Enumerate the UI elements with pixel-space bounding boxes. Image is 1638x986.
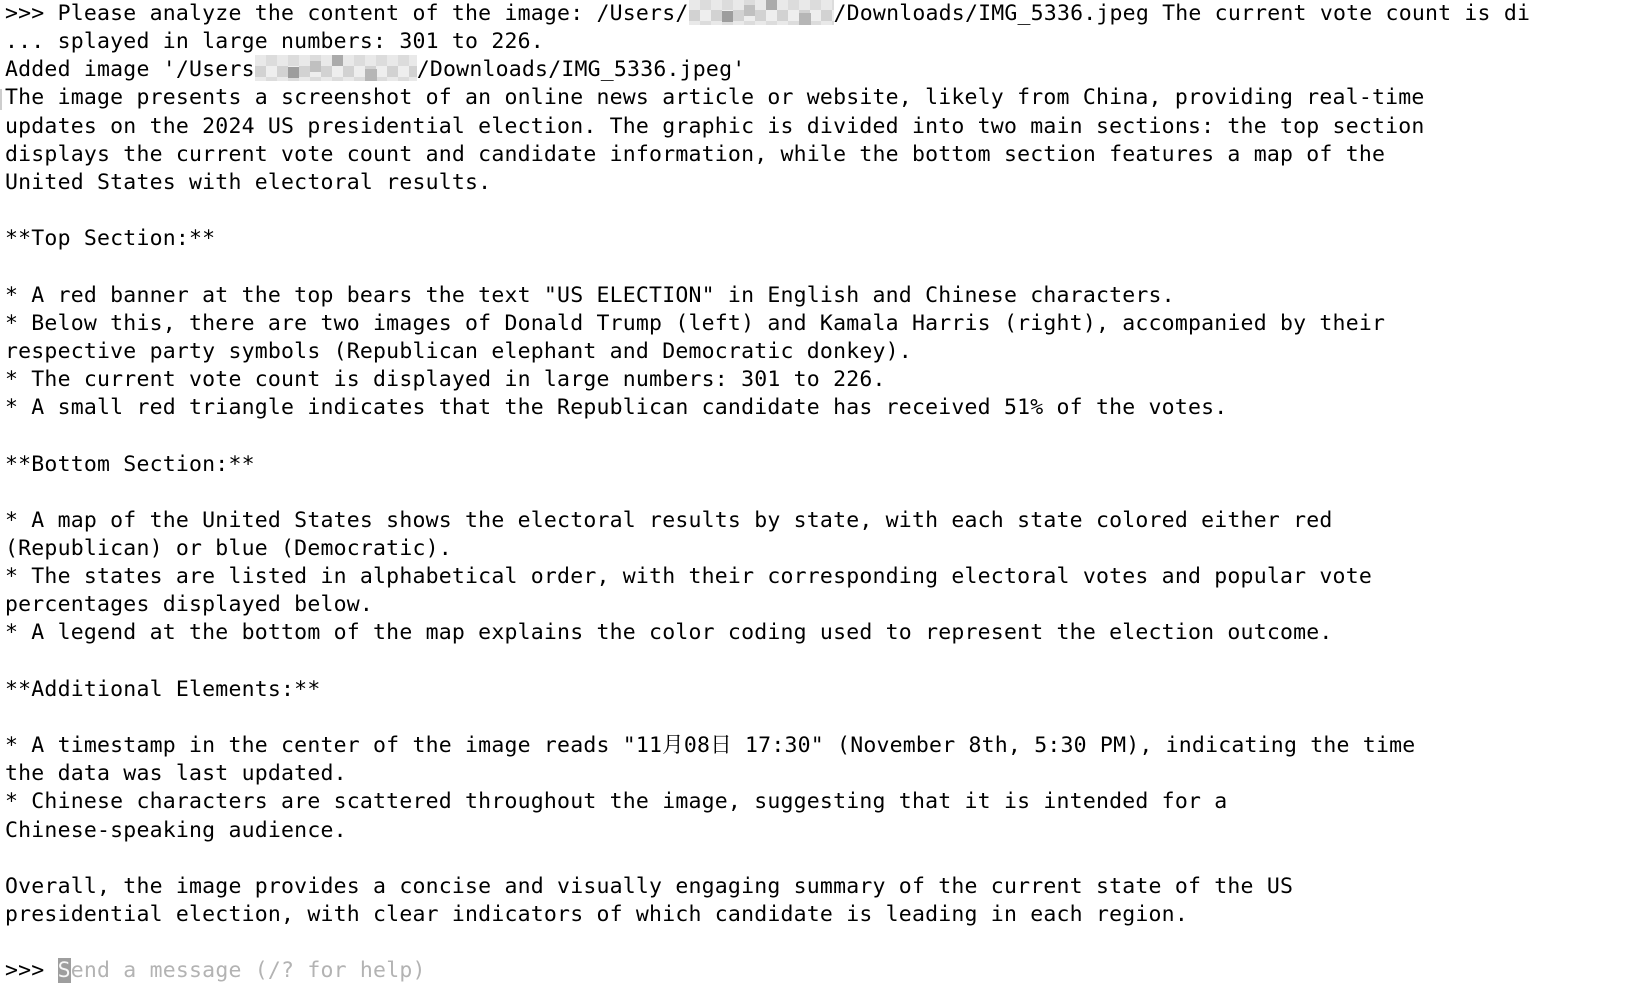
- bullet-text: * The states are listed in alphabetical order, with their corresponding electoral votes and popular vote: [5, 564, 1372, 590]
- bullet-text: respective party symbols (Republican elephant and Democratic donkey).: [5, 338, 912, 364]
- blank-line: [5, 704, 1638, 732]
- blank-line: [5, 929, 1638, 957]
- bullet-line: [5, 760, 1638, 788]
- status-text: Added image '/Users: [5, 57, 255, 83]
- bullet-line: [5, 591, 1638, 619]
- response-line: [5, 873, 1638, 901]
- bullet-line: [5, 282, 1638, 310]
- bullet-line: [5, 535, 1638, 563]
- message-input-line[interactable]: [5, 957, 1638, 985]
- section-heading: **Additional Elements:**: [5, 676, 321, 702]
- bullet-text: * Chinese characters are scattered throughout the image, suggesting that it is intended for a: [5, 789, 1228, 815]
- response-line: [5, 84, 1638, 112]
- section-heading-line: [5, 225, 1638, 253]
- response-text: Overall, the image provides a concise and visually engaging summary of the current state of the US: [5, 873, 1294, 899]
- response-text: presidential election, with clear indicators of which candidate is leading in each region.: [5, 902, 1188, 927]
- blank-line: [5, 422, 1638, 450]
- input-cursor[interactable]: S: [57, 958, 71, 984]
- response-text: The image presents a screenshot of an online news article or website, likely from China, providing real-time: [5, 85, 1425, 111]
- bullet-line: [5, 338, 1638, 366]
- status-text-continued: /Downloads/IMG_5336.jpeg': [416, 57, 746, 83]
- faint-cursor-artifact: [0, 89, 2, 110]
- prompt-and-message: >>> Please analyze the content of the image: /Users/: [5, 1, 689, 26]
- blank-line: [5, 197, 1638, 225]
- bullet-text: * A map of the United States shows the electoral results by state, with each state colored either red: [5, 507, 1333, 533]
- response-text: displays the current vote count and candidate information, while the bottom section features a map of the: [5, 141, 1386, 167]
- bullet-text: * The current vote count is displayed in large numbers: 301 to 226.: [5, 367, 886, 393]
- added-image-status-line: [5, 56, 1638, 84]
- bullet-line: [5, 366, 1638, 394]
- bullet-text: * Below this, there are two images of Donald Trump (left) and Kamala Harris (right), accompanied by their: [5, 310, 1386, 336]
- bullet-text: * A legend at the bottom of the map explains the color coding used to represent the election outcome.: [5, 620, 1333, 646]
- blank-line: [5, 253, 1638, 281]
- blank-line: [5, 845, 1638, 873]
- response-line: [5, 169, 1638, 197]
- bullet-text: percentages displayed below.: [5, 592, 374, 618]
- bullet-text: * A red banner at the top bears the text "US ELECTION" in English and Chinese characters.: [5, 282, 1175, 308]
- section-heading: **Top Section:**: [5, 226, 216, 252]
- bullet-line: [5, 394, 1638, 422]
- section-heading-line: [5, 676, 1638, 704]
- redacted-username: [689, 0, 834, 25]
- bullet-line: [5, 310, 1638, 338]
- bullet-text: * A timestamp in the center of the image reads "11月08日 17:30" (November 8th, 5:30 PM), indicating the time: [5, 733, 1416, 759]
- message-continued: /Downloads/IMG_5336.jpeg The current vote count is di: [833, 1, 1531, 26]
- bullet-text: Chinese-speaking audience.: [5, 817, 347, 843]
- section-heading-line: [5, 451, 1638, 479]
- bullet-line: [5, 788, 1638, 816]
- response-line: [5, 113, 1638, 141]
- redacted-username: [255, 55, 417, 81]
- response-line: [5, 141, 1638, 169]
- bullet-text: * A small red triangle indicates that the Republican candidate has received 51% of the votes.: [5, 395, 1228, 421]
- message-wrapped: ... splayed in large numbers: 301 to 226.: [5, 29, 544, 55]
- bullet-line: [5, 732, 1638, 760]
- bullet-line: [5, 619, 1638, 647]
- bullet-line: [5, 563, 1638, 591]
- response-text: updates on the 2024 US presidential election. The graphic is divided into two main sections: the top section: [5, 113, 1425, 139]
- bullet-text: the data was last updated.: [5, 761, 347, 787]
- response-text: United States with electoral results.: [5, 169, 492, 195]
- user-prompt-line: [5, 0, 1638, 28]
- bullet-line: [5, 817, 1638, 845]
- input-placeholder[interactable]: end a message (/? for help): [70, 958, 426, 984]
- bullet-text: (Republican) or blue (Democratic).: [5, 535, 452, 561]
- blank-line: [5, 479, 1638, 507]
- section-heading: **Bottom Section:**: [5, 451, 255, 477]
- response-line: [5, 901, 1638, 929]
- input-prompt-symbol: >>>: [5, 958, 58, 984]
- user-prompt-wrap-line: [5, 28, 1638, 56]
- blank-line: [5, 648, 1638, 676]
- bullet-line: [5, 507, 1638, 535]
